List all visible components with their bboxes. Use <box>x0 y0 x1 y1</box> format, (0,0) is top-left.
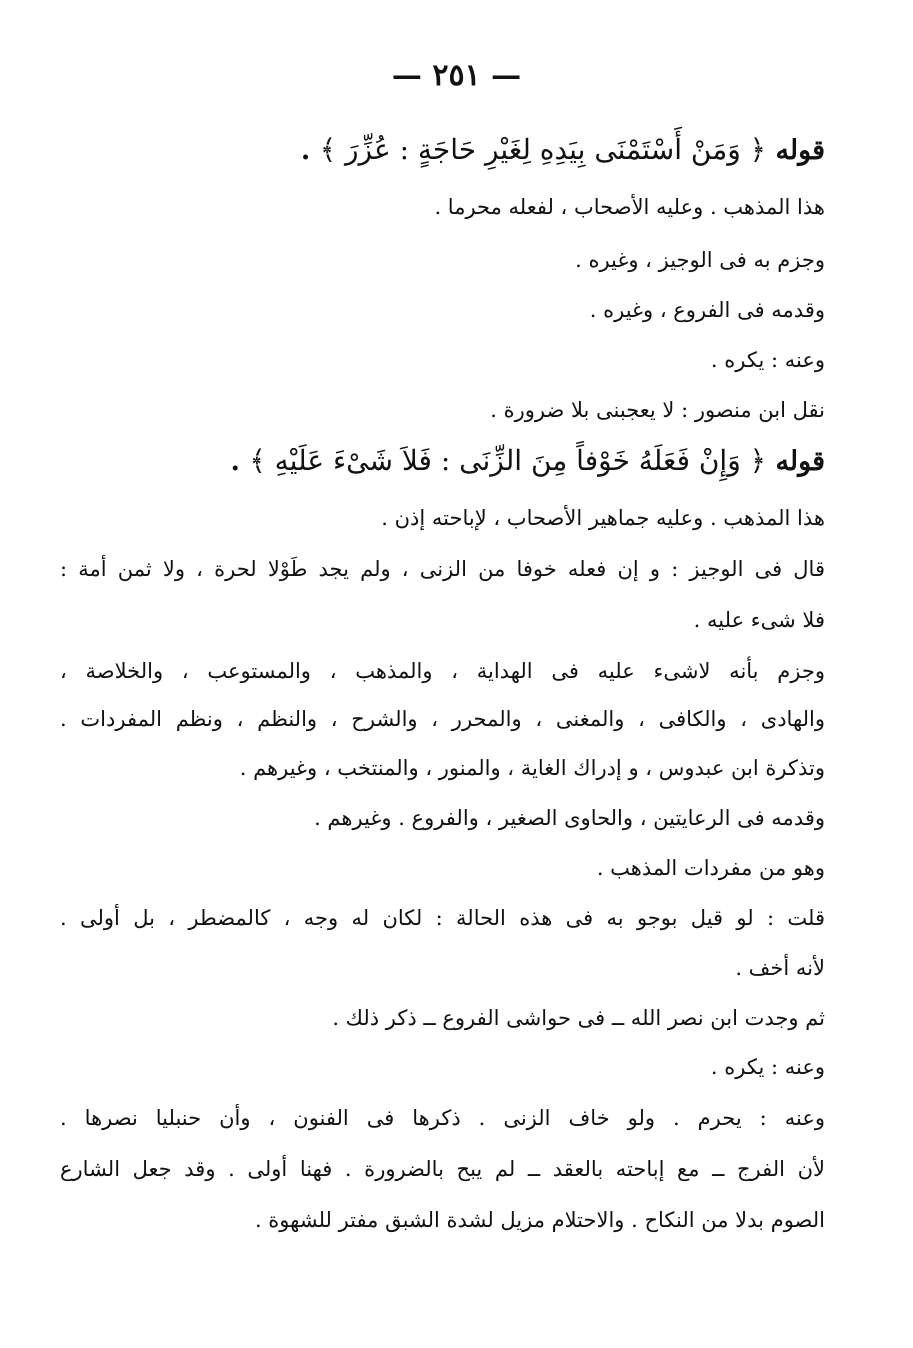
heading-1-end: . <box>300 135 320 166</box>
text-line-9: وجزم بأنه لاشىء عليه فى الهداية ، والمذهب ، والمستوعب ، والخلاصة ، <box>60 659 825 683</box>
text-line-11: وتذكرة ابن عبدوس ، و إدراك الغاية ، والمنور ، والمنتخب ، وغيرهم . <box>239 756 825 780</box>
heading-2 <box>60 443 825 479</box>
text-line-8: فلا شىء عليه . <box>693 608 825 632</box>
text-line-4: وعنه : يكره . <box>710 348 825 372</box>
text-line-1: هذا المذهب . وعليه الأصحاب ، لفعله محرما . <box>434 195 825 219</box>
heading-1-label: قوله <box>775 135 825 166</box>
text-line-6: هذا المذهب . وعليه جماهير الأصحاب ، لإباحته إذن . <box>381 506 825 530</box>
text-line-14: قلت : لو قيل بوجو به فى هذه الحالة : لكان له وجه ، كالمضطر ، بل أولى . <box>60 906 825 930</box>
text-line-7: قال فى الوجيز : و إن فعله خوفا من الزنى ، ولم يجد طَوْلا لحرة ، ولا ثمن أمة : <box>60 557 825 581</box>
text-line-13: وهو من مفردات المذهب . <box>596 856 825 880</box>
heading-1-quote: ﴿ وَمَنْ أَسْتَمْنَى بِيَدِهِ لِغَيْرِ حَاجَةٍ : عُزِّرَ ﴾ <box>319 133 767 166</box>
text-line-15: لأنه أخف . <box>735 956 825 980</box>
page-number: — ٢٥١ — <box>391 58 522 93</box>
text-line-20: الصوم بدلا من النكاح . والاحتلام مزيل لشدة الشبق مفتر للشهوة . <box>254 1208 825 1232</box>
text-line-16: ثم وجدت ابن نصر الله ــ فى حواشى الفروع ــ ذكر ذلك . <box>332 1006 825 1030</box>
text-line-12: وقدمه فى الرعايتين ، والحاوى الصغير ، والفروع . وغيرهم . <box>314 806 825 830</box>
text-line-19: لأن الفرج ــ مع إباحته بالعقد ــ لم يبح بالضرورة . فهنا أولى . وقد جعل الشارع <box>60 1157 825 1181</box>
text-line-2: وجزم به فى الوجيز ، وغيره . <box>575 248 825 272</box>
heading-2-quote: ﴿ وَإِنْ فَعَلَهُ خَوْفاً مِنَ الزِّنَى : فَلاَ شَىْءَ عَلَيْهِ ﴾ <box>249 444 767 477</box>
heading-2-label: قوله <box>775 446 825 477</box>
heading-2-end: . <box>230 446 250 477</box>
text-line-18: وعنه : يحرم . ولو خاف الزنى . ذكرها فى الفنون ، وأن حنبليا نصرها . <box>60 1106 825 1130</box>
text-line-17: وعنه : يكره . <box>710 1055 825 1079</box>
text-line-5: نقل ابن منصور : لا يعجبنى بلا ضرورة . <box>490 398 825 422</box>
heading-1 <box>60 132 825 168</box>
text-line-3: وقدمه فى الفروع ، وغيره . <box>589 298 825 322</box>
text-line-10: والهادى ، والكافى ، والمغنى ، والمحرر ، والشرح ، والنظم ، ونظم المفردات . <box>60 707 825 731</box>
